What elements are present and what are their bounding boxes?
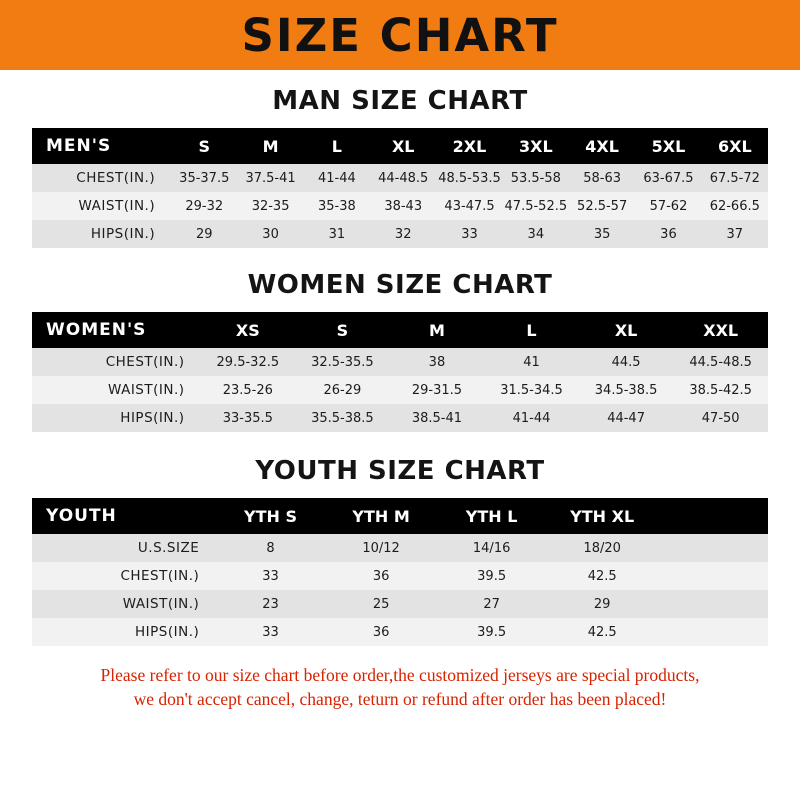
men-col-0: S (198, 136, 211, 156)
men-row-2-label: HIPS(IN.) (90, 226, 156, 242)
men-cell-2-0: 29 (195, 226, 213, 242)
women-col-0: XS (235, 320, 260, 340)
youth-row-3-label: HIPS(IN.) (135, 624, 200, 640)
men-cell-2-2: 31 (328, 226, 346, 242)
women-cell-0-4: 44.5 (611, 354, 641, 370)
men-cell-2-6: 35 (593, 226, 611, 242)
women-size-table (32, 312, 768, 432)
women-col-5: XXL (703, 320, 739, 340)
youth-row-2-label: WAIST(IN.) (122, 596, 200, 612)
table-row (32, 618, 768, 646)
women-cell-1-3: 31.5-34.5 (500, 382, 563, 398)
women-row-2-label: HIPS(IN.) (120, 410, 185, 426)
men-row-0-label: CHEST(IN.) (76, 170, 156, 186)
men-cell-0-0: 35-37.5 (179, 170, 230, 186)
youth-row-1-label: CHEST(IN.) (120, 568, 200, 584)
women-cell-1-0: 23.5-26 (222, 382, 273, 398)
table-row (32, 192, 768, 220)
men-cell-2-8: 37 (726, 226, 744, 242)
men-cell-0-8: 67.5-72 (709, 170, 760, 186)
table-header-row (32, 312, 768, 348)
youth-col-0: YTH S (244, 506, 298, 526)
women-col-4: XL (614, 320, 638, 340)
youth-cell-2-1: 25 (372, 596, 390, 612)
youth-col-2: YTH L (465, 506, 518, 526)
women-cell-1-4: 34.5-38.5 (594, 382, 658, 398)
men-cell-2-4: 33 (461, 226, 478, 242)
women-cell-2-1: 35.5-38.5 (311, 410, 374, 426)
women-cell-1-1: 26-29 (323, 382, 362, 398)
youth-cell-3-3: 42.5 (587, 624, 617, 640)
women-section-title: WOMEN SIZE CHART (247, 270, 553, 300)
table-header-row (32, 128, 768, 164)
men-cell-0-7: 63-67.5 (643, 170, 694, 186)
order-policy-line-1: Please refer to our size chart before order,the customized jerseys are special products, (100, 665, 700, 685)
youth-cell-1-2: 39.5 (477, 568, 507, 584)
youth-cell-1-0: 33 (262, 568, 279, 584)
men-cell-0-2: 41-44 (318, 170, 356, 186)
men-cell-0-6: 58-63 (583, 170, 622, 186)
women-cell-2-2: 38.5-41 (411, 410, 463, 426)
order-policy-note (32, 664, 768, 711)
youth-col-4 (657, 498, 768, 534)
table-row (32, 404, 768, 432)
men-col-6: 4XL (585, 136, 619, 156)
women-cell-2-0: 33-35.5 (222, 410, 273, 426)
youth-cell-0-3: 18/20 (583, 540, 621, 556)
youth-col-1: YTH M (352, 506, 410, 526)
men-row-1-label: WAIST(IN.) (78, 198, 156, 214)
youth-cell-0-4 (657, 534, 768, 562)
women-cell-1-2: 29-31.5 (411, 382, 463, 398)
youth-cell-1-1: 36 (372, 568, 390, 584)
men-col-7: 5XL (651, 136, 686, 156)
table-header-row (32, 498, 768, 534)
men-cell-1-2: 35-38 (318, 198, 356, 214)
youth-cell-2-2: 27 (483, 596, 500, 612)
men-col-1: M (262, 136, 279, 156)
women-cell-2-4: 44-47 (607, 410, 645, 426)
youth-table-header (32, 498, 768, 534)
chart-content (0, 86, 800, 711)
table-row (32, 590, 768, 618)
women-cell-0-5: 44.5-48.5 (689, 354, 752, 370)
men-cell-0-4: 48.5-53.5 (438, 170, 501, 186)
women-col-3: L (526, 320, 537, 340)
youth-cell-2-3: 29 (593, 596, 611, 612)
youth-cell-3-4 (657, 618, 768, 646)
men-cell-0-3: 44-48.5 (378, 170, 429, 186)
men-table-body (32, 164, 768, 248)
youth-cell-3-0: 33 (262, 624, 279, 640)
youth-col-3: YTH XL (570, 506, 635, 526)
women-cell-0-1: 32.5-35.5 (311, 354, 374, 370)
youth-cell-1-4 (657, 562, 768, 590)
youth-cell-3-1: 36 (372, 624, 390, 640)
youth-cell-2-4 (657, 590, 768, 618)
women-row-1-label: WAIST(IN.) (107, 382, 185, 398)
men-section-title: MAN SIZE CHART (272, 86, 528, 116)
youth-cell-2-0: 23 (262, 596, 279, 612)
men-size-table (32, 128, 768, 248)
order-policy-line-2: we don't accept cancel, change, teturn or refund after order has been placed! (133, 688, 667, 709)
youth-row-0-label: U.S.SIZE (137, 540, 200, 556)
page-banner (0, 0, 800, 70)
youth-header-label: YOUTH (46, 506, 117, 526)
men-table-header (32, 128, 768, 164)
men-cell-0-1: 37.5-41 (245, 170, 296, 186)
youth-cell-1-3: 42.5 (587, 568, 617, 584)
youth-size-table (32, 498, 768, 646)
women-table-body (32, 348, 768, 432)
youth-table-body (32, 534, 768, 646)
women-cell-2-5: 47-50 (701, 410, 740, 426)
men-cell-1-4: 43-47.5 (444, 198, 495, 214)
table-row (32, 220, 768, 248)
men-cell-2-1: 30 (262, 226, 279, 242)
men-cell-1-7: 57-62 (649, 198, 688, 214)
women-cell-0-0: 29.5-32.5 (216, 354, 280, 370)
women-row-0-label: CHEST(IN.) (105, 354, 185, 370)
men-cell-2-3: 32 (394, 226, 412, 242)
table-row (32, 348, 768, 376)
men-cell-1-5: 47.5-52.5 (504, 198, 568, 214)
men-cell-2-5: 34 (527, 226, 545, 242)
men-cell-1-3: 38-43 (384, 198, 423, 214)
women-cell-1-5: 38.5-42.5 (689, 382, 752, 398)
men-cell-1-8: 62-66.5 (709, 198, 760, 214)
men-header-label: MEN'S (46, 136, 112, 156)
youth-cell-0-1: 10/12 (362, 540, 400, 556)
youth-cell-3-2: 39.5 (477, 624, 507, 640)
men-col-8: 6XL (717, 136, 752, 156)
women-cell-2-3: 41-44 (512, 410, 551, 426)
men-cell-1-6: 52.5-57 (577, 198, 628, 214)
women-header-label: WOMEN'S (46, 320, 147, 340)
women-cell-0-2: 38 (428, 354, 446, 370)
youth-cell-0-2: 14/16 (472, 540, 511, 556)
women-table-header (32, 312, 768, 348)
women-col-2: M (428, 320, 445, 340)
men-cell-2-7: 36 (660, 226, 677, 242)
page-title: SIZE CHART (241, 8, 559, 62)
men-col-5: 3XL (518, 136, 553, 156)
men-col-2: L (331, 136, 342, 156)
men-col-3: XL (391, 136, 415, 156)
women-cell-0-3: 41 (523, 354, 540, 370)
table-row (32, 376, 768, 404)
men-cell-1-0: 29-32 (185, 198, 224, 214)
table-row (32, 562, 768, 590)
men-col-4: 2XL (452, 136, 487, 156)
women-col-1: S (336, 320, 349, 340)
youth-section-title: YOUTH SIZE CHART (255, 456, 545, 486)
table-row (32, 534, 768, 562)
men-cell-0-5: 53.5-58 (510, 170, 561, 186)
youth-cell-0-0: 8 (266, 540, 275, 556)
men-cell-1-1: 32-35 (251, 198, 290, 214)
table-row (32, 164, 768, 192)
